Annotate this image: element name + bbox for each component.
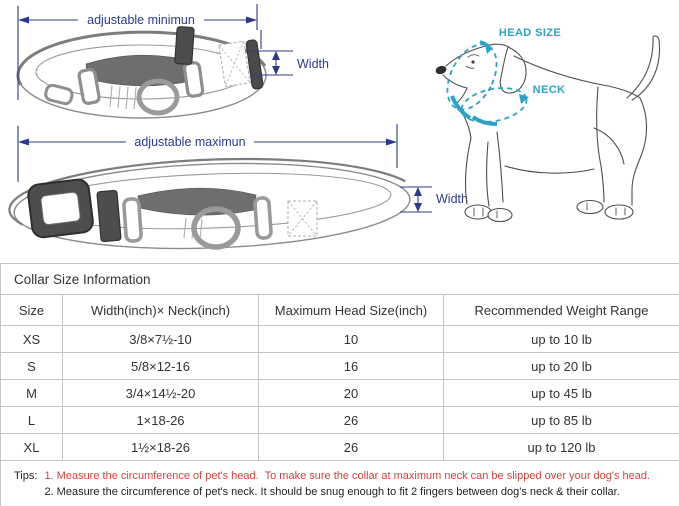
cell-size: L xyxy=(1,407,63,434)
width-label-min: Width xyxy=(297,57,329,71)
head-size-measure xyxy=(437,36,506,118)
collar-size-table xyxy=(0,263,679,506)
table-row-s xyxy=(1,353,679,380)
cell-head: 16 xyxy=(259,353,444,380)
table-header-row xyxy=(1,295,679,326)
collar-min-illustration xyxy=(18,26,266,118)
tip-1: 1. Measure the circumference of pet's head. To make sure the collar at maximum neck can be slipped over your dog's head. xyxy=(44,469,651,482)
cell-width-neck: 3/8×7½-10 xyxy=(63,326,259,353)
tip-2: 2. Measure the circumference of pet's neck. It should be snug enough to fit 2 fingers between dog's neck & their collar. xyxy=(44,485,620,498)
adjustable-minimum-label: adjustable minimun xyxy=(87,13,195,27)
cell-weight: up to 20 lb xyxy=(444,353,679,380)
cell-weight: up to 120 lb xyxy=(444,434,679,461)
cell-width-neck: 5/8×12-16 xyxy=(63,353,259,380)
tips-row xyxy=(1,461,679,506)
cell-width-neck: 1×18-26 xyxy=(63,407,259,434)
table-row-xs xyxy=(1,326,679,353)
cell-width-neck: 1½×18-26 xyxy=(63,434,259,461)
col-header-width-neck: Width(inch)× Neck(inch) xyxy=(63,295,259,326)
collar-max-illustration xyxy=(8,153,411,255)
tips-label: Tips: xyxy=(14,469,38,482)
cell-width-neck: 3/4×14½-20 xyxy=(63,380,259,407)
cell-weight: up to 85 lb xyxy=(444,407,679,434)
table-row-xl xyxy=(1,434,679,461)
head-size-label: HEAD SIZE xyxy=(498,27,562,39)
adjustable-maximum-label: adjustable maximun xyxy=(134,135,246,149)
cell-head: 26 xyxy=(259,434,444,461)
cell-head: 20 xyxy=(259,380,444,407)
col-header-weight: Recommended Weight Range xyxy=(444,295,679,326)
cell-size: S xyxy=(1,353,63,380)
neck-label: NECK xyxy=(532,84,566,96)
table-title-row xyxy=(1,264,679,295)
col-header-size: Size xyxy=(1,295,63,326)
cell-weight: up to 45 lb xyxy=(444,380,679,407)
table-row-m xyxy=(1,380,679,407)
table-title: Collar Size Information xyxy=(1,264,679,295)
cell-head: 10 xyxy=(259,326,444,353)
dog-illustration xyxy=(435,36,660,222)
cell-size: XL xyxy=(1,434,63,461)
table-row-l xyxy=(1,407,679,434)
width-label-max: Width xyxy=(436,192,468,206)
tips-box xyxy=(1,462,679,506)
collar-size-table-section xyxy=(0,263,679,506)
cell-size: M xyxy=(1,380,63,407)
cell-weight: up to 10 lb xyxy=(444,326,679,353)
col-header-head-size: Maximum Head Size(inch) xyxy=(259,295,444,326)
cell-head: 26 xyxy=(259,407,444,434)
cell-size: XS xyxy=(1,326,63,353)
